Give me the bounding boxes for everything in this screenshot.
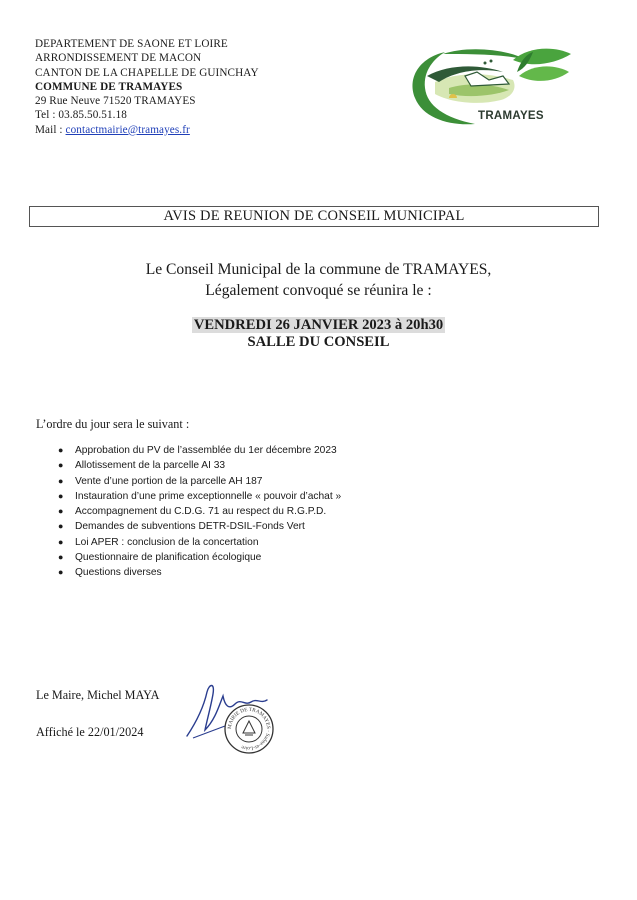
header-tel: Tel : 03.85.50.51.18 <box>35 109 127 122</box>
bullet-icon: ● <box>58 445 64 455</box>
mairie-stamp <box>223 703 275 755</box>
notice-title: AVIS DE REUNION DE CONSEIL MUNICIPAL <box>29 206 599 227</box>
agenda-item <box>58 443 341 458</box>
mail-link[interactable]: contactmairie@tramayes.fr <box>65 123 190 136</box>
posted-date: Affiché le 22/01/2024 <box>36 725 144 739</box>
agenda-item-text: Allotissement de la parcelle AI 33 <box>75 460 226 472</box>
meeting-date-text: VENDREDI 26 JANVIER 2023 à 20h30 <box>193 317 444 333</box>
agenda-item-text: Vente d’une portion de la parcelle AH 187 <box>75 475 263 487</box>
stamp-emblem <box>243 721 255 735</box>
stamp-text: MAIRIE DE TRAMAYES · Saône-et-Loire <box>226 706 272 752</box>
bullet-icon: ● <box>58 567 64 578</box>
intro-line-2: Légalement convoqué se réunira le : <box>205 282 432 299</box>
bullet-icon: ● <box>58 475 64 486</box>
logo-ridge <box>465 72 509 86</box>
bullet-icon: ● <box>58 460 64 471</box>
agenda-item-text: Questions diverses <box>75 567 162 579</box>
agenda-item <box>58 519 341 534</box>
header-mail <box>35 123 259 137</box>
agenda-intro: L’ordre du jour sera le suivant : <box>36 417 190 431</box>
commune-header <box>35 37 259 137</box>
logo-bird-1 <box>484 62 487 65</box>
agenda-item <box>58 535 341 550</box>
logo-text: TRAMAYES <box>478 110 544 122</box>
bullet-icon: ● <box>58 506 64 517</box>
bullet-icon: ● <box>58 552 64 563</box>
agenda-item <box>58 504 341 519</box>
intro-line-1: Le Conseil Municipal de la commune de TRAMAYES, <box>145 261 492 278</box>
meeting-date <box>0 317 637 334</box>
header-department: DEPARTEMENT DE SAONE ET LOIRE <box>35 38 228 50</box>
agenda-item-text: Questionnaire de planification écologique <box>75 552 262 564</box>
logo-arc-top <box>443 49 527 60</box>
mail-label: Mail : <box>35 123 66 136</box>
agenda-item <box>58 458 341 473</box>
agenda-item-text: Accompagnement du C.D.G. 71 au respect du R.G.P.D. <box>75 506 327 518</box>
agenda-item <box>58 565 341 580</box>
agenda-item-text: Demandes de subventions DETR-DSIL-Fonds Vert <box>75 521 305 533</box>
agenda-item-text: Approbation du PV de l’assemblée du 1er décembre 2023 <box>75 445 337 456</box>
header-arrondissement: ARRONDISSEMENT DE MACON <box>35 52 202 65</box>
meeting-place: SALLE DU CONSEIL <box>247 334 390 350</box>
bullet-icon: ● <box>58 521 64 532</box>
agenda-item <box>58 489 341 504</box>
agenda-item-text: Instauration d’une prime exceptionnelle « pouvoir d’achat » <box>75 490 342 502</box>
agenda-list <box>58 443 341 581</box>
agenda-item <box>58 474 341 489</box>
logo-bird-2 <box>490 60 493 63</box>
header-commune: COMMUNE DE TRAMAYES <box>35 80 183 93</box>
agenda-item-text: Loi APER : conclusion de la concertation <box>75 536 259 548</box>
bullet-icon: ● <box>58 490 64 501</box>
header-canton: CANTON DE LA CHAPELLE DE GUINCHAY <box>35 66 259 79</box>
signature-underline <box>193 726 225 738</box>
bullet-icon: ● <box>58 536 64 547</box>
header-address: 29 Rue Neuve 71520 TRAMAYES <box>35 95 196 108</box>
agenda-item <box>58 550 341 565</box>
logo-leaf-2 <box>519 66 569 81</box>
mayor-signature-line: Le Maire, Michel MAYA <box>36 688 160 702</box>
